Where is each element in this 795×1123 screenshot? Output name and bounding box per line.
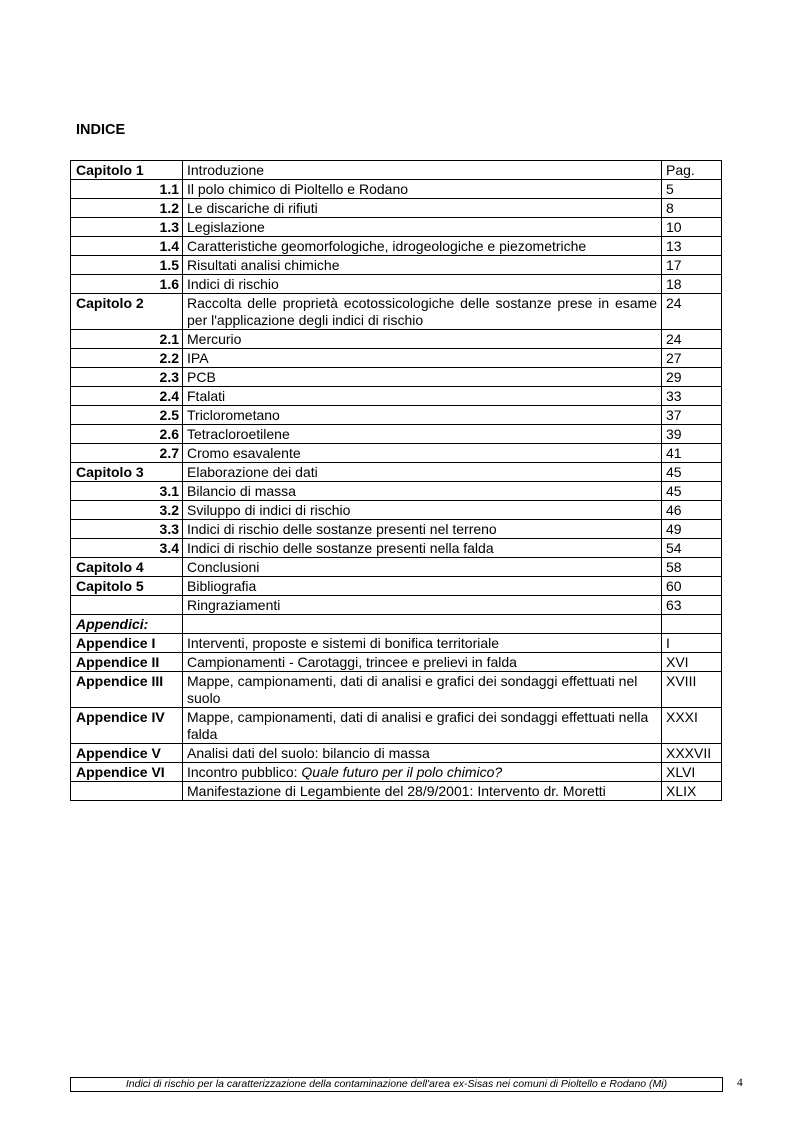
page-title: INDICE	[76, 122, 126, 138]
toc-page: 60	[662, 577, 722, 596]
toc-label: 2.4	[71, 387, 183, 406]
toc-title	[183, 615, 662, 634]
toc-page: 58	[662, 558, 722, 577]
toc-title: Campionamenti - Carotaggi, trincee e prelievi in falda	[183, 653, 662, 672]
toc-page: 24	[662, 294, 722, 330]
toc-title: Legislazione	[183, 218, 662, 237]
toc-title: Interventi, proposte e sistemi di bonifica territoriale	[183, 634, 662, 653]
toc-title: Mappe, campionamenti, dati di analisi e grafici dei sondaggi effettuati nel suolo	[183, 672, 662, 708]
toc-label: 1.6	[71, 275, 183, 294]
table-row	[71, 161, 722, 180]
toc-label	[71, 596, 183, 615]
toc-page: 8	[662, 199, 722, 218]
toc-page: 41	[662, 444, 722, 463]
toc-label: 2.5	[71, 406, 183, 425]
toc-page: 18	[662, 275, 722, 294]
toc-page: 5	[662, 180, 722, 199]
toc-page: XVIII	[662, 672, 722, 708]
toc-title: Indici di rischio delle sostanze presenti nella falda	[183, 539, 662, 558]
toc-page: 49	[662, 520, 722, 539]
toc-title: IPA	[183, 349, 662, 368]
toc-label: Capitolo 5	[71, 577, 183, 596]
toc-page: XXXVII	[662, 744, 722, 763]
toc-title: Caratteristiche geomorfologiche, idrogeologiche e piezometriche	[183, 237, 662, 256]
toc-label: 1.1	[71, 180, 183, 199]
toc-label: 1.3	[71, 218, 183, 237]
toc-page: 13	[662, 237, 722, 256]
toc-page: I	[662, 634, 722, 653]
toc-title: Mappe, campionamenti, dati di analisi e grafici dei sondaggi effettuati nella falda	[183, 708, 662, 744]
toc-page: 29	[662, 368, 722, 387]
toc-label: 1.4	[71, 237, 183, 256]
toc-page: 10	[662, 218, 722, 237]
toc-page: 45	[662, 463, 722, 482]
toc-label: Capitolo 1	[71, 161, 183, 180]
table-row	[71, 237, 722, 256]
toc-title: Introduzione	[183, 161, 662, 180]
table-row	[71, 558, 722, 577]
toc-label: Capitolo 2	[71, 294, 183, 330]
table-of-contents	[70, 160, 722, 801]
toc-title: Elaborazione dei dati	[183, 463, 662, 482]
toc-page: 37	[662, 406, 722, 425]
toc-page: 33	[662, 387, 722, 406]
table-row	[71, 387, 722, 406]
toc-page: 45	[662, 482, 722, 501]
toc-title: Il polo chimico di Pioltello e Rodano	[183, 180, 662, 199]
table-row	[71, 763, 722, 782]
toc-page: 39	[662, 425, 722, 444]
toc-label: Appendice I	[71, 634, 183, 653]
table-row	[71, 634, 722, 653]
table-row	[71, 218, 722, 237]
toc-label: 1.2	[71, 199, 183, 218]
toc-title	[183, 763, 662, 782]
toc-body	[71, 161, 722, 801]
toc-title: Manifestazione di Legambiente del 28/9/2001: Intervento dr. Moretti	[183, 782, 662, 801]
toc-title: Cromo esavalente	[183, 444, 662, 463]
toc-label	[71, 782, 183, 801]
toc-label: Appendice V	[71, 744, 183, 763]
toc-title: PCB	[183, 368, 662, 387]
table-row	[71, 368, 722, 387]
toc-title: Bilancio di massa	[183, 482, 662, 501]
toc-title: Tetracloroetilene	[183, 425, 662, 444]
toc-label: 2.2	[71, 349, 183, 368]
toc-label: 3.1	[71, 482, 183, 501]
table-row	[71, 782, 722, 801]
toc-label: Appendice II	[71, 653, 183, 672]
toc-title: Ftalati	[183, 387, 662, 406]
table-row	[71, 349, 722, 368]
toc-title-prefix: Incontro pubblico:	[187, 764, 302, 780]
table-row	[71, 501, 722, 520]
table-row	[71, 275, 722, 294]
table-row	[71, 744, 722, 763]
toc-label: Capitolo 3	[71, 463, 183, 482]
toc-page	[662, 615, 722, 634]
toc-title: Risultati analisi chimiche	[183, 256, 662, 275]
toc-label: 3.4	[71, 539, 183, 558]
toc-page: 27	[662, 349, 722, 368]
toc-label: 3.3	[71, 520, 183, 539]
toc-page: XLVI	[662, 763, 722, 782]
toc-label: Appendice III	[71, 672, 183, 708]
toc-title: Triclorometano	[183, 406, 662, 425]
table-row	[71, 406, 722, 425]
table-row	[71, 596, 722, 615]
table-row	[71, 425, 722, 444]
toc-page: 24	[662, 330, 722, 349]
toc-page: 54	[662, 539, 722, 558]
toc-title-emphasis: Quale futuro per il polo chimico?	[301, 764, 503, 780]
toc-label: 2.1	[71, 330, 183, 349]
table-row	[71, 330, 722, 349]
toc-title: Analisi dati del suolo: bilancio di massa	[183, 744, 662, 763]
toc-label: Appendici:	[71, 615, 183, 634]
table-row	[71, 708, 722, 744]
page-number: 4	[737, 1077, 743, 1089]
table-row	[71, 520, 722, 539]
toc-label: 2.6	[71, 425, 183, 444]
table-row	[71, 463, 722, 482]
toc-title: Mercurio	[183, 330, 662, 349]
toc-page: XXXI	[662, 708, 722, 744]
toc-page: XVI	[662, 653, 722, 672]
table-row	[71, 482, 722, 501]
toc-label: Appendice IV	[71, 708, 183, 744]
toc-label: 2.3	[71, 368, 183, 387]
table-row	[71, 294, 722, 330]
toc-title: Bibliografia	[183, 577, 662, 596]
toc-label: 2.7	[71, 444, 183, 463]
toc-title: Sviluppo di indici di rischio	[183, 501, 662, 520]
table-row	[71, 653, 722, 672]
toc-title: Le discariche di rifiuti	[183, 199, 662, 218]
toc-title: Indici di rischio	[183, 275, 662, 294]
table-row	[71, 180, 722, 199]
table-row	[71, 672, 722, 708]
table-row	[71, 199, 722, 218]
toc-page: Pag.	[662, 161, 722, 180]
toc-label: 1.5	[71, 256, 183, 275]
toc-page: 17	[662, 256, 722, 275]
toc-title: Indici di rischio delle sostanze presenti nel terreno	[183, 520, 662, 539]
page-footer: Indici di rischio per la caratterizzazione della contaminazione dell'area ex-Sisas nei comuni di Pioltello e Rodano (Mi)	[70, 1077, 723, 1092]
toc-page: 46	[662, 501, 722, 520]
table-row	[71, 577, 722, 596]
toc-title: Conclusioni	[183, 558, 662, 577]
table-row	[71, 615, 722, 634]
toc-title: Raccolta delle proprietà ecotossicologiche delle sostanze prese in esame per l'applicazione degli indici di rischio	[183, 294, 662, 330]
toc-page: XLIX	[662, 782, 722, 801]
toc-page: 63	[662, 596, 722, 615]
toc-label: Capitolo 4	[71, 558, 183, 577]
table-row	[71, 256, 722, 275]
toc-label: Appendice VI	[71, 763, 183, 782]
toc-title: Ringraziamenti	[183, 596, 662, 615]
toc-label: 3.2	[71, 501, 183, 520]
table-row	[71, 539, 722, 558]
table-row	[71, 444, 722, 463]
